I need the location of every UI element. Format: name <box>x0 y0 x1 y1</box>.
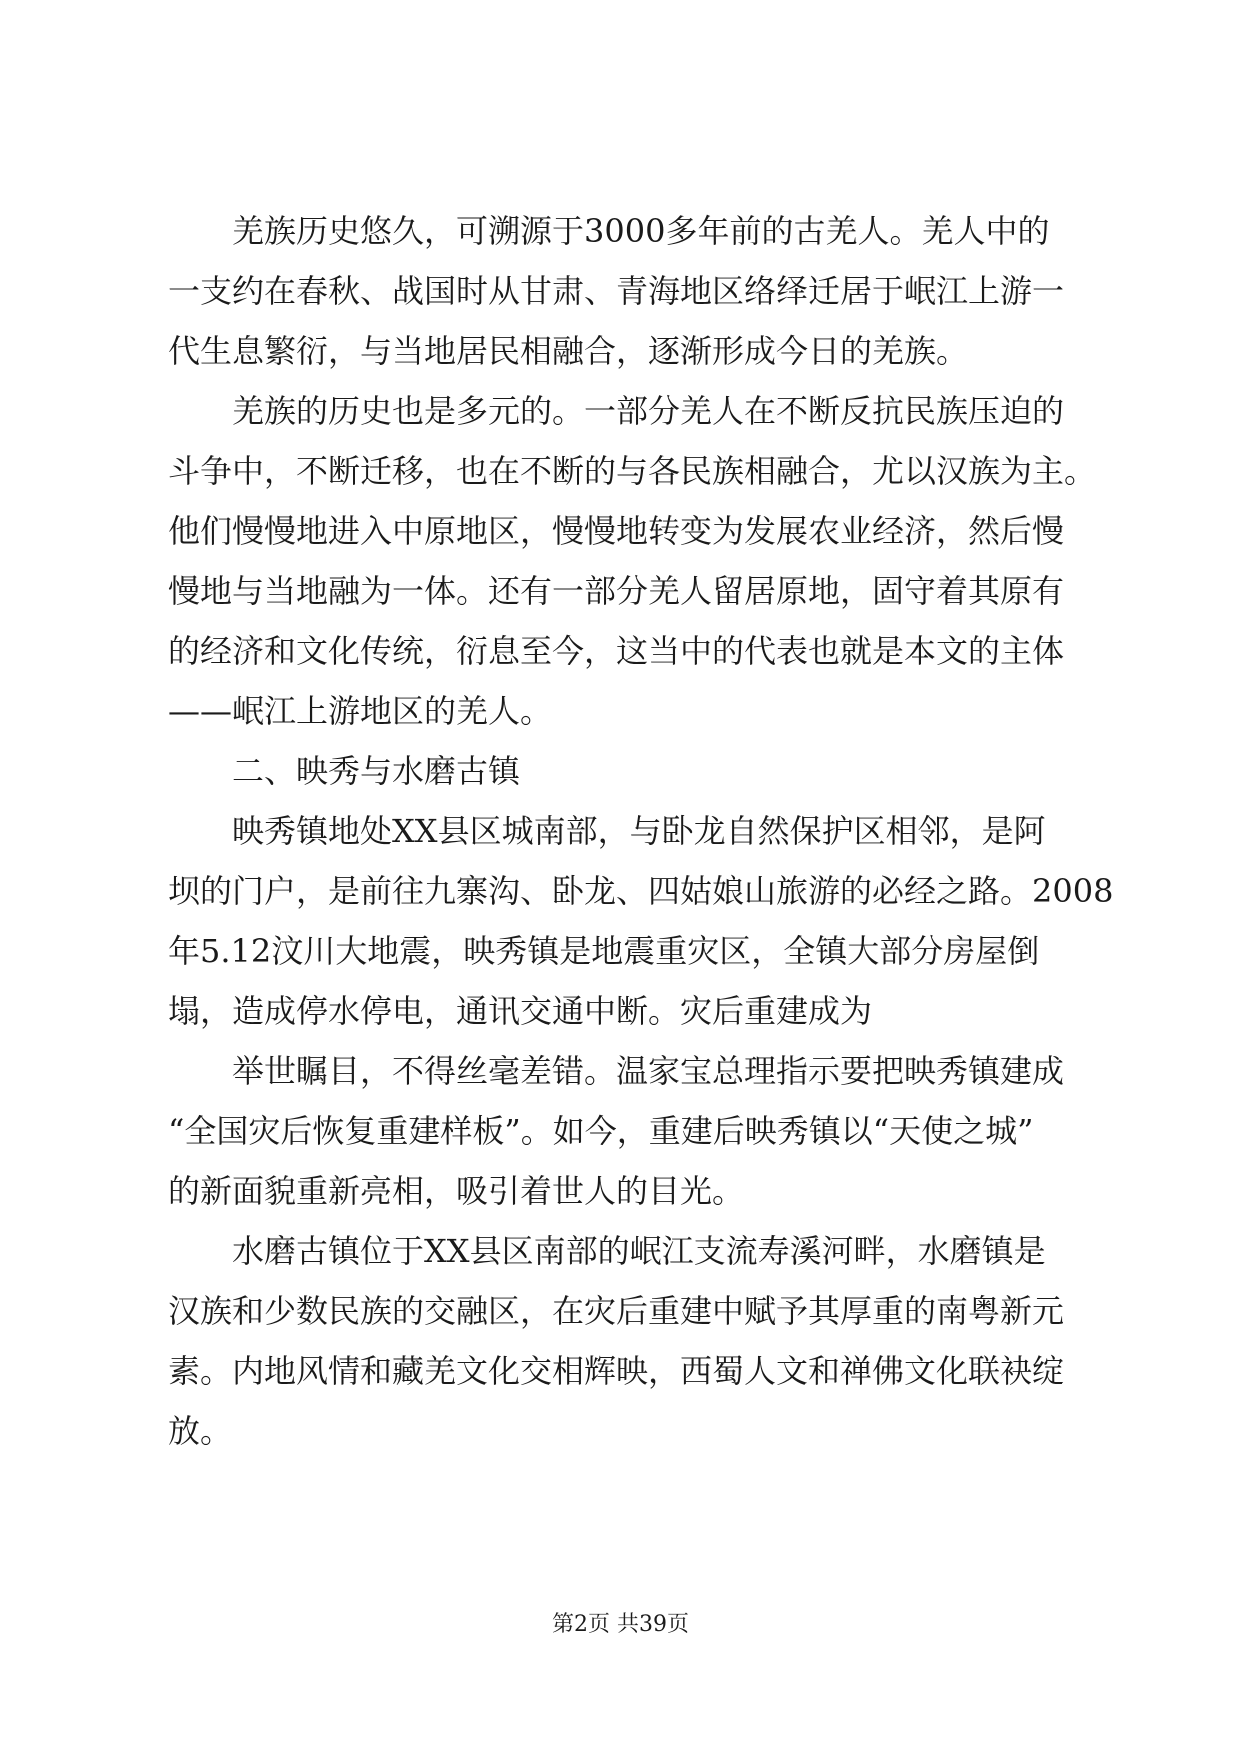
paragraph-4-line-1: 举世瞩目，不得丝毫差错。温家宝总理指示要把映秀镇建成 <box>232 1052 1065 1090</box>
paragraph-1-line-3: 代生息繁衍，与当地居民相融合，逐渐形成今日的羌族。 <box>168 332 969 370</box>
paragraph-2-line-2: 斗争中，不断迁移，也在不断的与各民族相融合，尤以汉族为主。 <box>168 452 1097 490</box>
paragraph-3-line-4: 塌，造成停水停电，通讯交通中断。灾后重建成为 <box>168 992 873 1030</box>
paragraph-2-line-5: 的经济和文化传统，衍息至今，这当中的代表也就是本文的主体 <box>168 632 1065 670</box>
paragraph-3-line-1: 映秀镇地处XX县区城南部，与卧龙自然保护区相邻，是阿 <box>232 812 1046 850</box>
paragraph-2-line-1: 羌族的历史也是多元的。一部分羌人在不断反抗民族压迫的 <box>232 392 1065 430</box>
paragraph-1-line-2: 一支约在春秋、战国时从甘肃、青海地区络绎迁居于岷江上游一 <box>168 272 1065 310</box>
paragraph-5-line-1: 水磨古镇位于XX县区南部的岷江支流寿溪河畔，水磨镇是 <box>232 1232 1046 1270</box>
paragraph-5-line-4: 放。 <box>168 1412 233 1450</box>
paragraph-1-line-1: 羌族历史悠久，可溯源于3000多年前的古羌人。羌人中的 <box>232 212 1050 250</box>
paragraph-2-line-4: 慢地与当地融为一体。还有一部分羌人留居原地，固守着其原有 <box>168 572 1065 610</box>
paragraph-5-line-3: 素。内地风情和藏羌文化交相辉映，西蜀人文和禅佛文化联袂绽 <box>168 1352 1065 1390</box>
paragraph-3-line-3: 年5.12汶川大地震，映秀镇是地震重灾区，全镇大部分房屋倒 <box>168 932 1040 970</box>
paragraph-4-line-3: 的新面貌重新亮相，吸引着世人的目光。 <box>168 1172 745 1210</box>
paragraph-2-line-6: ——岷江上游地区的羌人。 <box>168 692 553 730</box>
section-heading: 二、映秀与水磨古镇 <box>232 752 521 790</box>
page-number-footer: 第2页 共39页 <box>552 1612 689 1637</box>
paragraph-3-line-2: 坝的门户，是前往九寨沟、卧龙、四姑娘山旅游的必经之路。2008 <box>168 872 1114 910</box>
paragraph-4-line-2: “全国灾后恢复重建样板”。如今，重建后映秀镇以“天使之城” <box>168 1112 1034 1150</box>
paragraph-5-line-2: 汉族和少数民族的交融区，在灾后重建中赋予其厚重的南粤新元 <box>168 1292 1065 1330</box>
paragraph-2-line-3: 他们慢慢地进入中原地区，慢慢地转变为发展农业经济，然后慢 <box>168 512 1065 550</box>
